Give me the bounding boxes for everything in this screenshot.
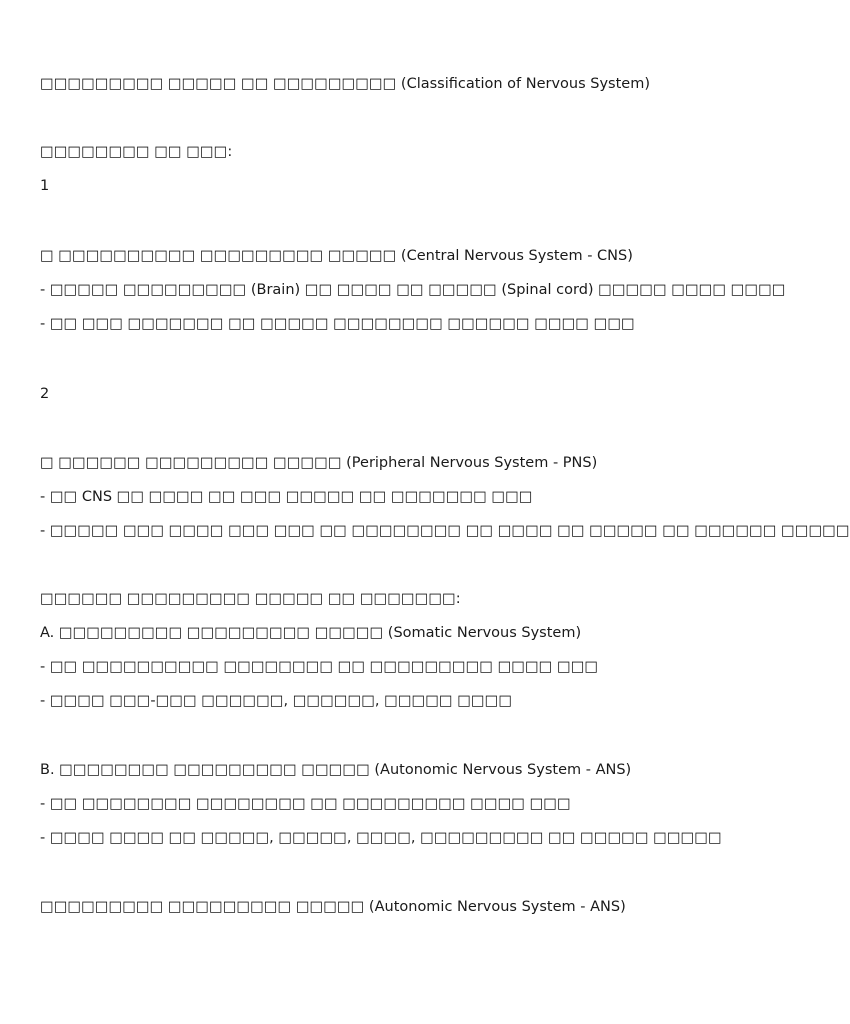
spacer — [40, 300, 730, 314]
somatic-point-2: - □□□□ □□□-□□□ □□□□□□, □□□□□□, □□□□□ □□□□ — [40, 693, 513, 709]
autonomic-point-2: - □□□□ □□□□ □□ □□□□□, □□□□□, □□□□, □□□□□□□□□ □□ □□□□□ □□□□□ — [40, 830, 722, 846]
cns-point-1: - □□□□□ □□□□□□□□□ (Brain) □□ □□□□ □□ □□□□□ (Spinal cord) □□□□□ □□□□ □□□□ — [40, 282, 786, 298]
pns-point-1: - □□ CNS □□ □□□□ □□ □□□ □□□□□ □□ □□□□□□□ □□□ — [40, 489, 533, 505]
item-number-2: 2 — [40, 386, 50, 402]
document-body — [40, 74, 850, 917]
spacer — [40, 507, 730, 521]
spacer — [40, 711, 730, 760]
spacer — [40, 643, 730, 657]
item-number-1: 1 — [40, 178, 50, 194]
cns-heading: □ □□□□□□□□□□ □□□□□□□□□ □□□□□ (Central Nervous System - CNS) — [40, 248, 633, 264]
spacer — [40, 677, 730, 691]
pns-point-2: - □□□□□ □□□ □□□□ □□□ □□□ □□ □□□□□□□□ □□ □□□□ □□ □□□□□ □□ □□□□□□ □□□□□ — [40, 523, 850, 539]
intro-text: □□□□□□□□ □□ □□□: — [40, 144, 233, 160]
ans-section-heading: □□□□□□□□□ □□□□□□□□□ □□□□□ (Autonomic Nervous System - ANS) — [40, 899, 626, 915]
somatic-point-1: - □□ □□□□□□□□□□ □□□□□□□□ □□ □□□□□□□□□ □□□□ □□□ — [40, 659, 599, 675]
spacer — [40, 473, 730, 487]
autonomic-heading: B. □□□□□□□□ □□□□□□□□□ □□□□□ (Autonomic Nervous System - ANS) — [40, 762, 632, 778]
spacer — [40, 780, 730, 794]
pns-heading: □ □□□□□□ □□□□□□□□□ □□□□□ (Peripheral Nervous System - PNS) — [40, 455, 598, 471]
spacer — [40, 266, 730, 280]
spacer — [40, 404, 730, 453]
spacer — [40, 94, 730, 142]
cns-point-2: - □□ □□□ □□□□□□□ □□ □□□□□ □□□□□□□□ □□□□□□ □□□□ □□□ — [40, 316, 635, 332]
spacer — [40, 541, 730, 589]
autonomic-point-1: - □□ □□□□□□□□ □□□□□□□□ □□ □□□□□□□□□ □□□□ □□□ — [40, 796, 571, 812]
spacer — [40, 196, 730, 246]
spacer — [40, 162, 730, 176]
spacer — [40, 848, 730, 897]
spacer — [40, 609, 730, 623]
somatic-heading: A. □□□□□□□□□ □□□□□□□□□ □□□□□ (Somatic Nervous System) — [40, 625, 582, 641]
document-title: □□□□□□□□□ □□□□□ □□ □□□□□□□□□ (Classification of Nervous System) — [40, 76, 650, 92]
pns-types-heading: □□□□□□ □□□□□□□□□ □□□□□ □□ □□□□□□□: — [40, 591, 461, 607]
spacer — [40, 814, 730, 828]
spacer — [40, 334, 730, 384]
